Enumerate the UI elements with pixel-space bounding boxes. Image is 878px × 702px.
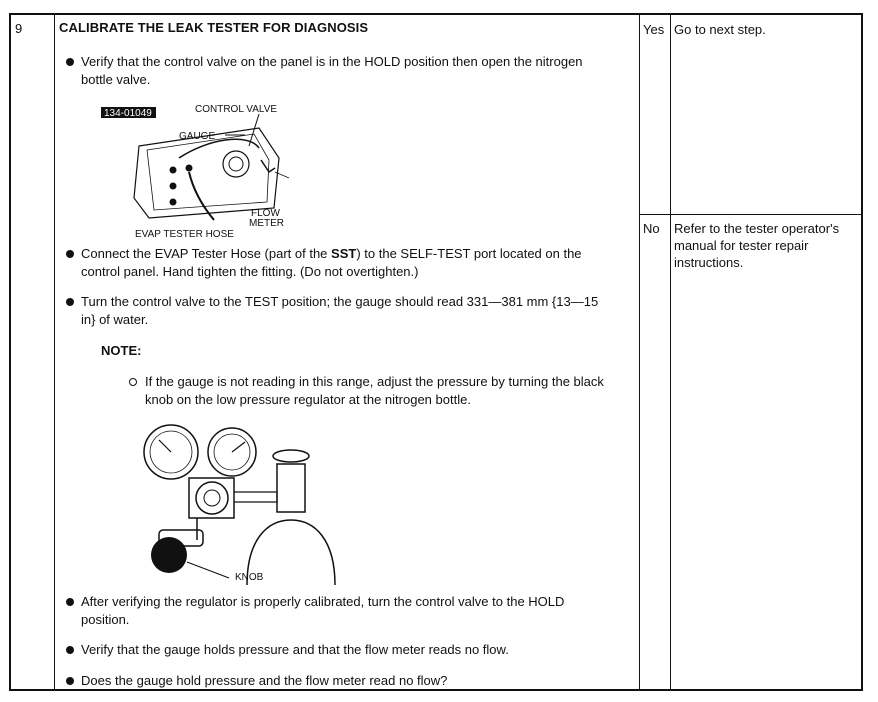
knob-label: KNOB [235,572,264,583]
black-knob [151,537,187,573]
handle [179,139,259,158]
bottle-valve [277,464,305,512]
knob-leader-line [187,562,229,578]
connector-pipe [234,492,277,502]
note-title: NOTE: [101,343,142,358]
gauge-needle [159,440,171,452]
instruction-bullet-4: After verifying the regulator is properly calibrated, turn the control valve to the HOLD position. [81,593,611,629]
instruction-bullet-2 [81,245,611,281]
gauge-label: GAUGE [179,131,216,142]
column-divider [54,15,55,689]
hose-label: EVAP TESTER HOSE [135,229,234,240]
answer-no-action: Refer to the tester operator's manual for tester repair instructions. [674,221,840,270]
valve-handwheel [273,450,309,462]
regulator-dial [196,482,228,514]
panel-inner [147,134,269,210]
bullet-2-text: Connect the EVAP Tester Hose (part of the [81,246,332,261]
gauge-dial [223,151,249,177]
instruction-bullet-1: Verify that the control valve on the panel is in the HOLD position then open the nitrogen bottle valve. [81,53,611,89]
control-valve-label: CONTROL VALVE [195,104,278,115]
column-divider [670,15,671,689]
instruction-bullet-6: Does the gauge hold pressure and the flow meter read no flow? [81,672,611,690]
step-number: 9 [15,21,23,36]
diagnostic-step-table [9,13,863,691]
port [170,167,177,174]
note-item: If the gauge is not reading in this range, adjust the pressure by turning the black knob on the low pressure regulator at the nitrogen bottle. [145,373,625,409]
gauge-needle [232,442,245,452]
row-divider [639,214,861,215]
instruction-bullet-5: Verify that the gauge holds pressure and that the flow meter reads no flow. [81,641,611,659]
flow-meter [261,160,275,172]
port [170,183,177,190]
instruction-bullet-3: Turn the control valve to the TEST position; the gauge should read 331—381 mm {13—15 in} of water. [81,293,611,329]
part-number-label: 134-01049 [104,108,152,119]
flow-label: FLOW [251,208,280,219]
regulator-dial-inner [204,490,220,506]
column-divider [639,15,640,689]
answer-yes-action: Go to next step. [674,22,766,37]
meter-label: METER [249,218,284,229]
answer-yes-label: Yes [643,22,665,37]
answer-no-label: No [643,221,660,236]
bullet-2-text-cont: ) to the SELF-TEST port located on the control panel. Hand tighten the fitting. (Do not overtighten.) [81,246,582,279]
port [186,165,193,172]
gauge-dial-inner [229,157,243,171]
step-title: CALIBRATE THE LEAK TESTER FOR DIAGNOSIS [59,20,369,35]
port [170,199,177,206]
leak-tester-panel-figure [99,98,299,240]
nitrogen-regulator-figure [137,420,365,585]
sst-bold-text: SST [331,246,357,261]
